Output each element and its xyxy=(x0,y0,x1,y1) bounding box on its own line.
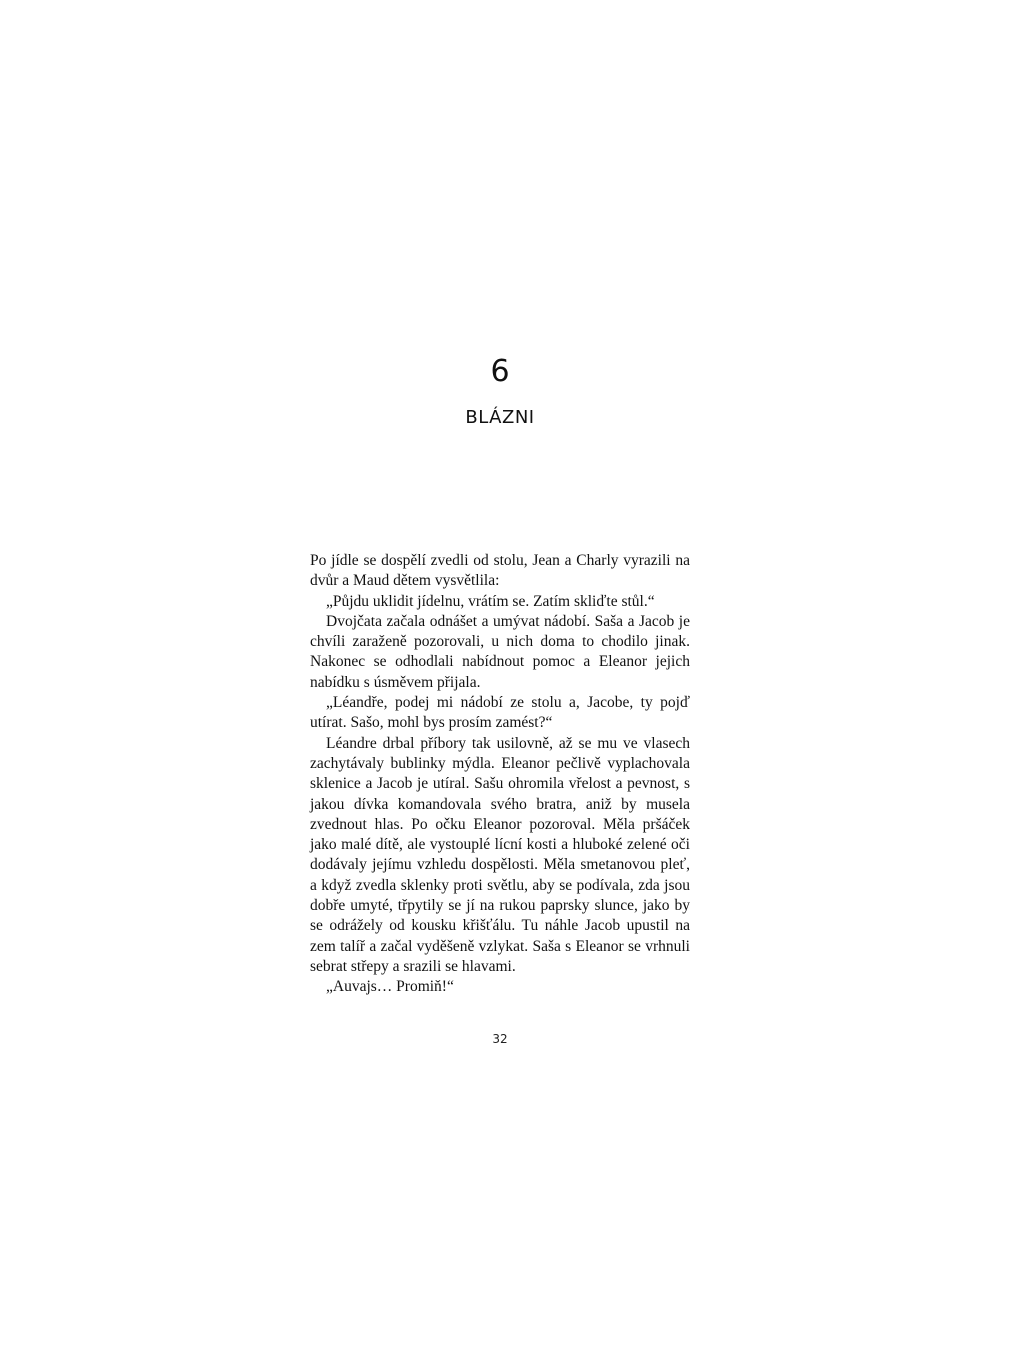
paragraph-6: „Auvajs… Promiň!“ xyxy=(326,978,454,996)
chapter-title: BLÁZNI xyxy=(465,407,535,428)
paragraph-2: „Půjdu uklidit jídelnu, vrátím se. Zatím skliďte stůl.“ xyxy=(326,592,655,610)
paragraph-5: Léandre drbal příbory tak usilovně, až se mu ve vlasech zachytávaly bublinky mýdla. Eleanor pečlivě vyplachovala sklenice a Jacob je utíral. Sašu ohromila vřelost a pevnost, s jakou dívka komandovala svého bratra, aniž by musela zvednout hlas. Po očku Eleanor pozoroval. Měla pršáček jako malé dítě, ale vystouplé lícní kosti a hluboké zelené oči dodávaly jejímu vzhledu dospělosti. Měla smetanovou pleť, a když zvedla sklenky proti světlu, aby se podívala, zda jsou dobře umyté, třpytily se jí na rukou paprsky slunce, jako by se odrážely od kousku křišťálu. Tu náhle Jacob upustil na zem talíř a začal vyděšeně vzlykat. Saša s Eleanor se vrhnuli sebrat střepy a srazili se hlavami. xyxy=(310,734,690,975)
paragraph-1: Po jídle se dospělí zvedli od stolu, Jean a Charly vyrazili na dvůr a Maud dětem vysvětlila: xyxy=(310,552,690,590)
chapter-number: 6 xyxy=(490,354,510,389)
chapter-body-text xyxy=(310,551,690,998)
page-number: 32 xyxy=(492,1032,508,1046)
paragraph-3: Dvojčata začala odnášet a umývat nádobí. Saša a Jacob je chvíli zaraženě pozorovali, u nich doma to chodilo jinak. Nakonec se odhodlali nabídnout pomoc a Eleanor jejich nabídku s úsměvem přijala. xyxy=(310,612,690,691)
paragraph-4: „Léandře, podej mi nádobí ze stolu a, Jacobe, ty pojď utírat. Sašo, mohl bys prosím zamést?“ xyxy=(310,694,690,732)
